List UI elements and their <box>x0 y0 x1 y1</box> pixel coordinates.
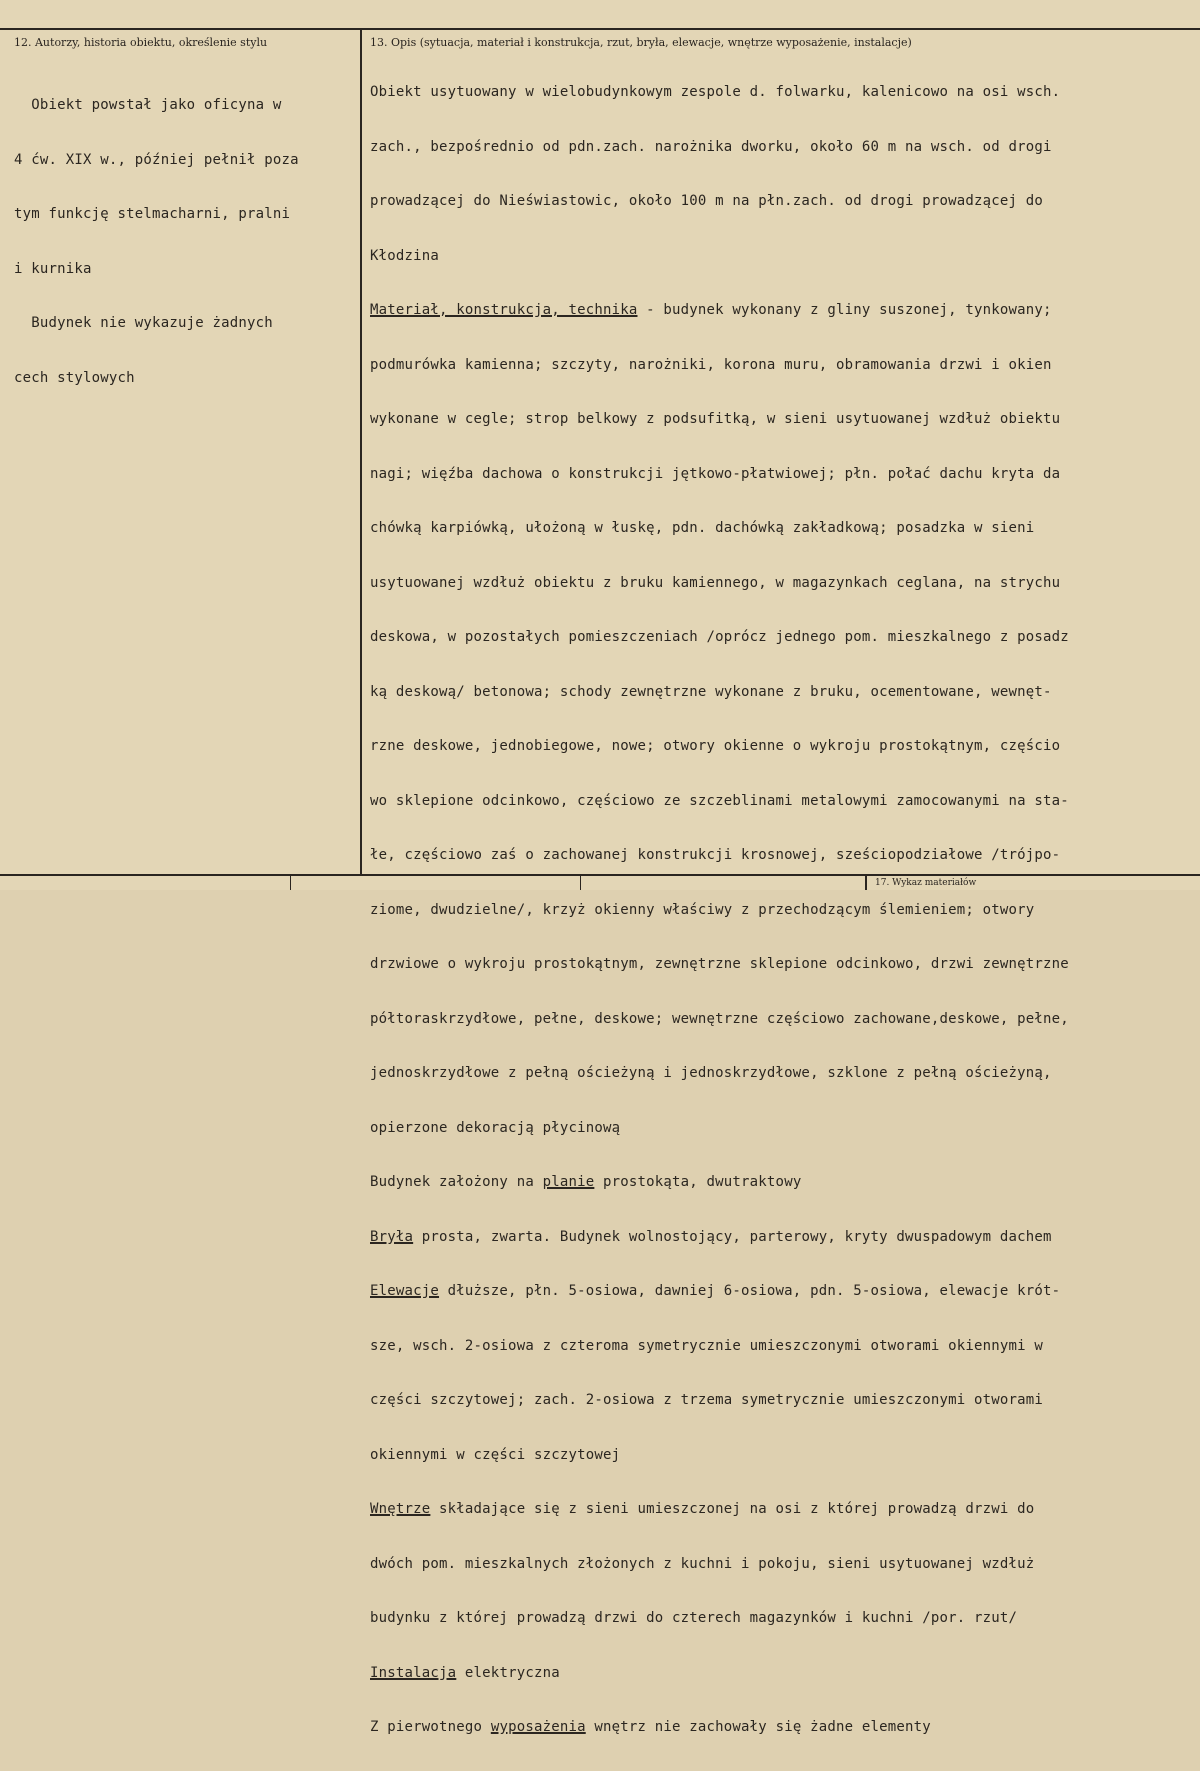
underlined-term: wyposażenia <box>490 1719 586 1735</box>
underlined-term: Wnętrze <box>370 1501 431 1517</box>
text-line: Materiał, konstrukcja, technika - budynek wykonany z gliny suszonej, tynkowany; <box>370 302 1052 318</box>
text-line: prowadzącej do Nieświastowic, około 100 m na płn.zach. od drogi prowadzącej do <box>370 193 1044 209</box>
bottom-divider <box>865 874 867 890</box>
text-line: Kłodzina <box>370 247 440 264</box>
text-line: jednoskrzydłowe z pełną ościeżyną i jednoskrzydłowe, szklone z pełną ościeżyną, <box>370 1065 1052 1081</box>
bottom-divider <box>290 874 291 890</box>
text-line: okiennymi w części szczytowej <box>370 1446 621 1463</box>
underlined-term: Elewacje <box>370 1283 440 1299</box>
column-divider <box>360 28 362 874</box>
text-line: części szczytowej; zach. 2-osiowa z trzema symetrycznie umieszczonymi otworami <box>370 1392 1044 1408</box>
section-12-header: 12. Autorzy, historia obiektu, określenie stylu <box>14 36 268 49</box>
top-border <box>0 28 1200 30</box>
section-13-header: 13. Opis (sytuacja, materiał i konstrukcja, rzut, bryła, elewacje, wnętrze wyposażenie, instalacje) <box>370 36 912 49</box>
section-12-text <box>14 62 299 421</box>
text-line: i kurnika <box>14 260 92 277</box>
text-line: Elewacje dłuższe, płn. 5-osiowa, dawniej 6-osiowa, pdn. 5-osiowa, elewacje krót- <box>370 1283 1061 1299</box>
text-line: nagi; więźba dachowa o konstrukcji jętkowo-płatwiowej; płn. połać dachu kryta da <box>370 465 1061 482</box>
section-13-text <box>370 49 1069 1771</box>
text-line: Wnętrze składające się z sieni umieszczonej na osi z której prowadzą drzwi do <box>370 1501 1035 1517</box>
text-line: usytuowanej wzdłuż obiektu z bruku kamiennego, w magazynkach ceglana, na strychu <box>370 574 1061 591</box>
underlined-term: Instalacja <box>370 1664 457 1681</box>
text-line: Budynek założony na planie prostokąta, dwutraktowy <box>370 1174 802 1190</box>
text-line: deskowa, w pozostałych pomieszczeniach /oprócz jednego pom. mieszkalnego z posadz <box>370 629 1069 645</box>
text-line: dwóch pom. mieszkalnych złożonych z kuchni i pokoju, sieni usytuowanej wzdłuż <box>370 1555 1035 1572</box>
text-line: Budynek nie wykazuje żadnych <box>14 315 273 331</box>
text-line: tym funkcję stelmacharni, pralni <box>14 206 291 222</box>
text-line: ziome, dwudzielne/, krzyż okienny właściwy z przechodzącym ślemieniem; otwory <box>370 901 1035 918</box>
text-line: Obiekt usytuowany w wielobudynkowym zespole d. folwarku, kalenicowo na osi wsch. <box>370 84 1061 100</box>
text-line: 4 ćw. XIX w., później pełnił poza <box>14 151 299 168</box>
underlined-term: Materiał, konstrukcja, technika <box>370 302 638 318</box>
text-line: Z pierwotnego wyposażenia wnętrz nie zachowały się żadne elementy <box>370 1719 931 1735</box>
text-line: łe, częściowo zaś o zachowanej konstrukcji krosnowej, sześciopodziałowe /trójpo- <box>370 847 1061 863</box>
text-line: Obiekt powstał jako oficyna w <box>14 97 282 113</box>
text-line: budynku z której prowadzą drzwi do czterech magazynków i kuchni /por. rzut/ <box>370 1610 1018 1626</box>
text-line: cech stylowych <box>14 369 135 386</box>
text-line: ką deskową/ betonowa; schody zewnętrzne wykonane z bruku, ocementowane, wewnęt- <box>370 683 1052 700</box>
text-line: opierzone dekoracją płycinową <box>370 1119 621 1136</box>
text-line: zach., bezpośrednio od pdn.zach. narożnika dworku, około 60 m na wsch. od drogi <box>370 138 1052 155</box>
bottom-border <box>0 874 1200 876</box>
text-line: sze, wsch. 2-osiowa z czteroma symetrycznie umieszczonymi otworami okiennymi w <box>370 1337 1044 1354</box>
text-line: Instalacja elektryczna <box>370 1664 560 1681</box>
text-line: półtoraskrzydłowe, pełne, deskowe; wewnętrzne częściowo zachowane,deskowe, pełne, <box>370 1010 1069 1027</box>
text-line: rzne deskowe, jednobiegowe, nowe; otwory okienne o wykroju prostokątnym, częścio <box>370 738 1061 754</box>
underlined-term: Bryła <box>370 1228 414 1245</box>
section-17-header: 17. Wykaz materiałów <box>875 878 977 888</box>
text-line: wykonane w cegle; strop belkowy z podsufitką, w sieni usytuowanej wzdłuż obiektu <box>370 411 1061 427</box>
text-line: chówką karpiówką, ułożoną w łuskę, pdn. dachówką zakładkową; posadzka w sieni <box>370 520 1035 536</box>
text-line: drzwiowe o wykroju prostokątnym, zewnętrzne sklepione odcinkowo, drzwi zewnętrzne <box>370 956 1069 972</box>
text-line: wo sklepione odcinkowo, częściowo ze szczeblinami metalowymi zamocowanymi na sta- <box>370 792 1069 809</box>
underlined-term: planie <box>542 1174 595 1190</box>
text-line: podmurówka kamienna; szczyty, narożniki, korona muru, obramowania drzwi i okien <box>370 356 1052 373</box>
text-line: Bryła prosta, zwarta. Budynek wolnostojący, parterowy, kryty dwuspadowym dachem <box>370 1228 1052 1245</box>
bottom-divider <box>580 874 581 890</box>
